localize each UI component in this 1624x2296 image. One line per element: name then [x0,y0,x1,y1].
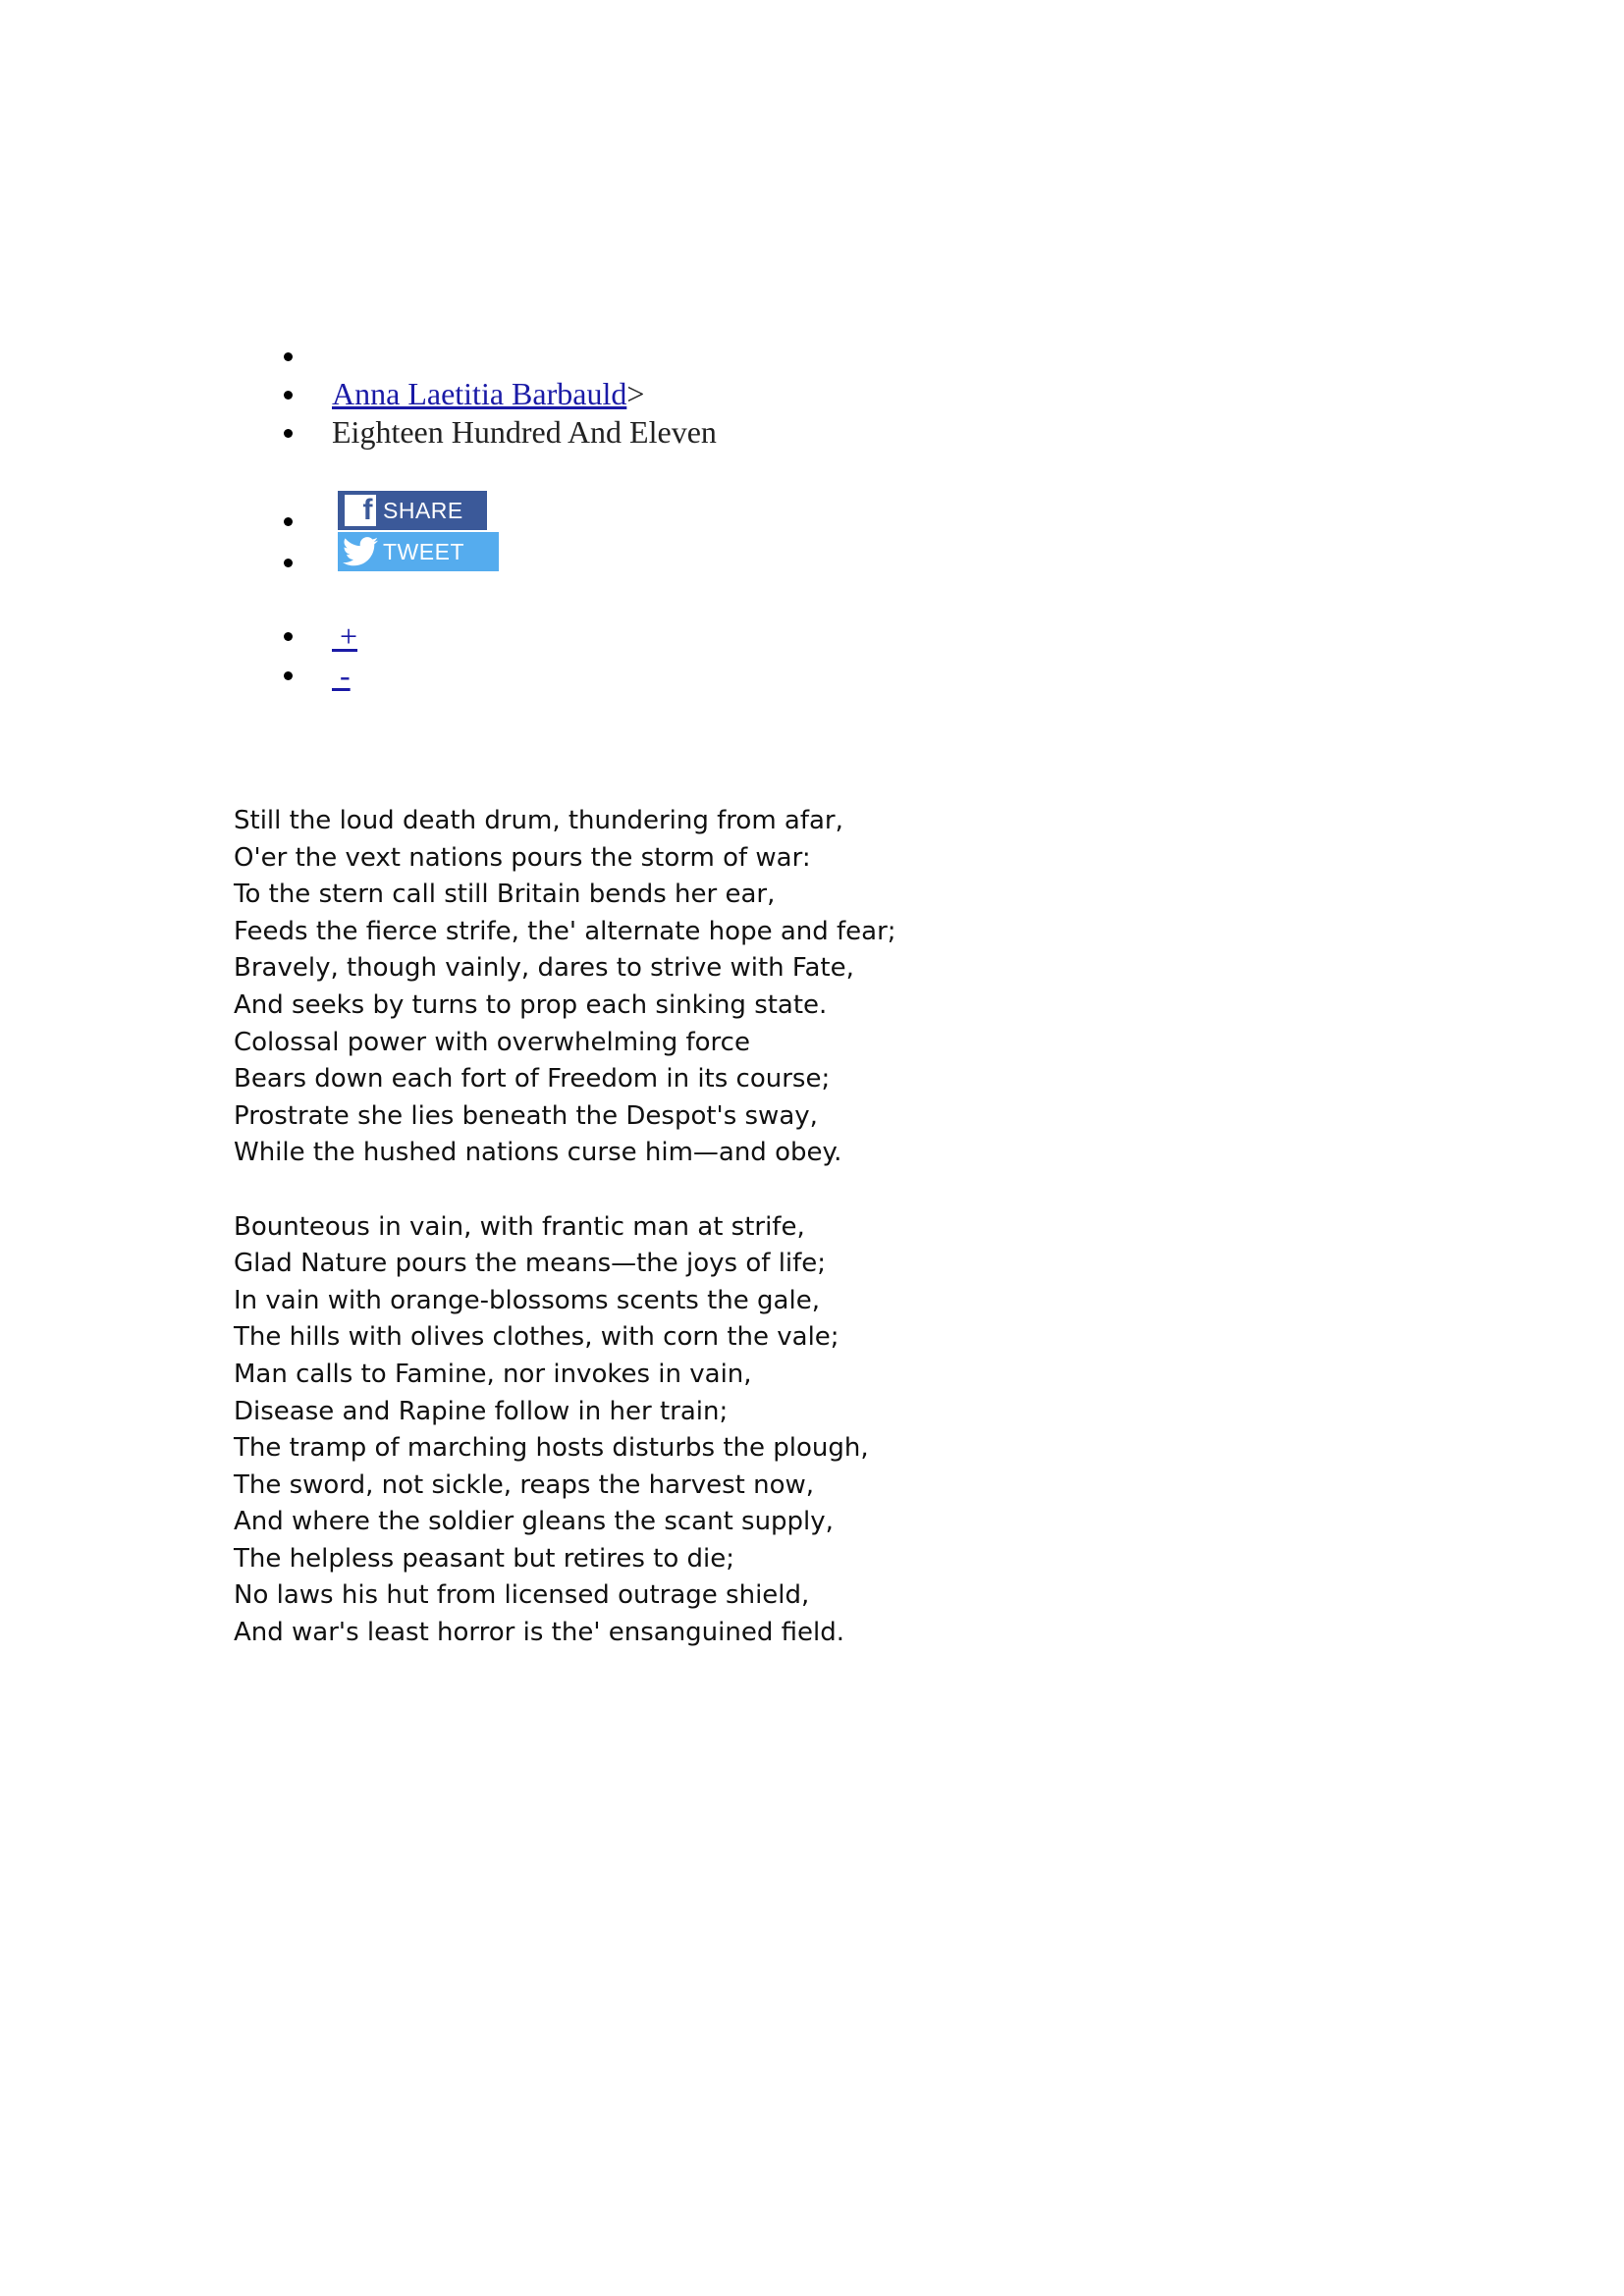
bullet [284,559,293,567]
facebook-share-button[interactable] [338,491,487,530]
breadcrumb-separator: > [626,376,645,411]
poem-line: The tramp of marching hosts disturbs the plough, [234,1433,869,1464]
poem-line: Bears down each fort of Freedom in its course; [234,1064,831,1095]
poem-line: The sword, not sickle, reaps the harvest now, [234,1469,815,1500]
breadcrumb-item-title [0,413,717,452]
bullet [284,429,293,438]
font-size-item-increase [0,616,357,656]
share-item-twitter [0,532,464,573]
breadcrumb-item-author [0,375,717,413]
author-link[interactable]: Anna Laetitia Barbauld [332,376,627,411]
bullet [284,517,293,526]
breadcrumb-item-empty [0,337,717,375]
poem-line: Man calls to Famine, nor invokes in vain, [234,1359,752,1389]
poem-line: No laws his hut from licensed outrage shield, [234,1580,810,1611]
poem-line: Still the loud death drum, thundering from afar, [234,806,843,835]
poem-line: And war's least horror is the' ensanguined field. [234,1618,844,1648]
twitter-icon [338,532,383,571]
poem-line: The helpless peasant but retires to die; [234,1543,734,1574]
poem-line: And seeks by turns to prop each sinking state. [234,989,828,1020]
share-list [0,491,464,573]
poem-line: Feeds the fierce strife, the' alternate hope and fear; [234,916,896,946]
poem-line: The hills with olives clothes, with corn the vale; [234,1322,839,1353]
bullet [284,632,293,641]
poem-line: Colossal power with overwhelming force [234,1027,750,1057]
poem-line: And where the soldier gleans the scant supply, [234,1507,834,1537]
poem-line: To the stern call still Britain bends her ear, [234,880,776,910]
share-item-facebook [0,491,463,532]
facebook-share-label: SHARE [383,497,463,523]
bullet [284,391,293,400]
breadcrumb [0,337,717,452]
bullet [284,671,293,680]
font-size-controls [0,616,357,695]
increase-font-link[interactable]: + [332,618,358,654]
poem-line: Bravely, though vainly, dares to strive with Fate, [234,953,854,984]
poem-line: Bounteous in vain, with frantic man at strife, [234,1211,805,1242]
twitter-tweet-button[interactable] [338,532,499,571]
poem-stanza [234,1209,896,1652]
poem-line: O'er the vext nations pours the storm of war: [234,842,811,873]
poem-line: Glad Nature pours the means—the joys of life; [234,1249,827,1279]
decrease-font-link[interactable]: - [332,658,351,693]
poem-line: Prostrate she lies beneath the Despot's sway, [234,1100,818,1131]
poem-line: Disease and Rapine follow in her train; [234,1396,729,1426]
font-size-item-decrease [0,656,357,695]
poem-line: In vain with orange-blossoms scents the gale, [234,1285,820,1315]
facebook-icon: f [338,491,383,530]
poem-body [234,803,896,1652]
poem-line: While the hushed nations curse him—and obey. [234,1138,842,1168]
bullet [284,352,293,361]
twitter-tweet-label: TWEET [383,538,464,564]
poem-stanza [234,803,896,1172]
poem-title: Eighteen Hundred And Eleven [332,414,717,450]
